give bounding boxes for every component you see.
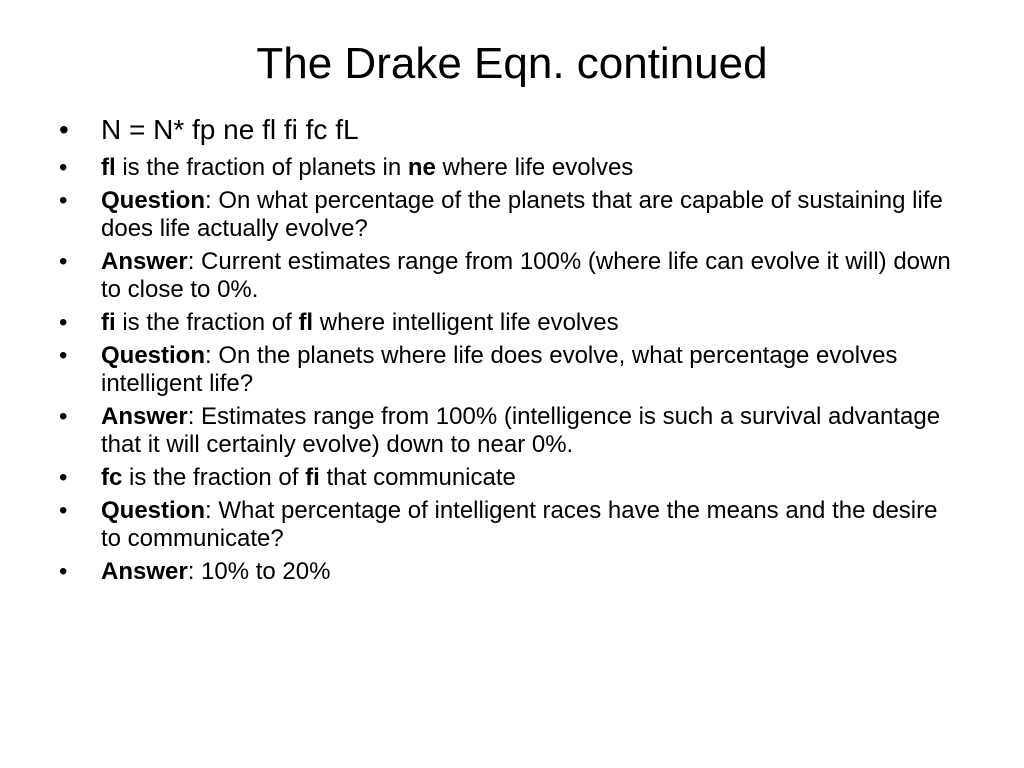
bullet-text: is the fraction of planets in — [115, 154, 408, 181]
bullet-text: : On the planets where life does evolve, what percentage evolves intelligent life? — [101, 342, 898, 397]
bullet-text: is the fraction of — [115, 309, 299, 336]
bullet-dot: • — [59, 248, 68, 275]
bullet-text: : On what percentage of the planets that are capable of sustaining life does life actually evolve? — [101, 187, 943, 242]
bold-term: Answer — [101, 248, 188, 275]
bullet-item — [0, 558, 1024, 586]
bold-term: Question — [101, 342, 206, 369]
bullet-text: where intelligent life evolves — [313, 309, 619, 336]
bold-term: Answer — [101, 403, 188, 430]
bullet-dot: • — [59, 497, 68, 524]
bullet-dot: • — [59, 187, 68, 214]
bullet-item — [0, 464, 1024, 492]
bold-term: fi — [101, 309, 116, 336]
bold-term: fl — [298, 309, 314, 336]
bullet-item — [0, 187, 1024, 243]
bold-term: fl — [101, 154, 116, 181]
bullet-item — [0, 112, 1024, 148]
bullet-item — [0, 154, 1024, 182]
bullet-dot: • — [59, 154, 68, 181]
bold-term: fc — [101, 464, 123, 491]
bullet-text: N = N* fp ne fl fi fc fL — [101, 114, 359, 145]
bullet-text: : Estimates range from 100% (intelligence is such a survival advantage that it will certainly evolve) down to near 0%. — [101, 403, 941, 458]
bullet-dot: • — [59, 342, 68, 369]
bullet-item — [0, 497, 1024, 553]
bullet-item — [0, 248, 1024, 304]
bullet-dot: • — [59, 114, 69, 145]
slide-title: The Drake Eqn. continued — [256, 39, 768, 88]
bullet-text: that communicate — [319, 464, 516, 491]
bullet-text: is the fraction of — [122, 464, 306, 491]
bullet-dot: • — [59, 403, 68, 430]
bullet-item — [0, 403, 1024, 459]
bold-term: Answer — [101, 558, 188, 585]
bold-term: ne — [407, 154, 436, 181]
bold-term: Question — [101, 497, 206, 524]
bullet-text: : 10% to 20% — [187, 558, 331, 585]
bullet-text: : Current estimates range from 100% (where life can evolve it will) down to close to 0%. — [101, 248, 951, 303]
bullet-item — [0, 309, 1024, 337]
bullet-text: where life evolves — [435, 154, 634, 181]
bullet-list — [0, 112, 1024, 591]
bullet-dot: • — [59, 309, 68, 336]
bullet-text: : What percentage of intelligent races have the means and the desire to communicate? — [101, 497, 938, 552]
bold-term: fi — [305, 464, 320, 491]
bullet-dot: • — [59, 464, 68, 491]
bold-term: Question — [101, 187, 206, 214]
bullet-item — [0, 342, 1024, 398]
bullet-dot: • — [59, 558, 68, 585]
